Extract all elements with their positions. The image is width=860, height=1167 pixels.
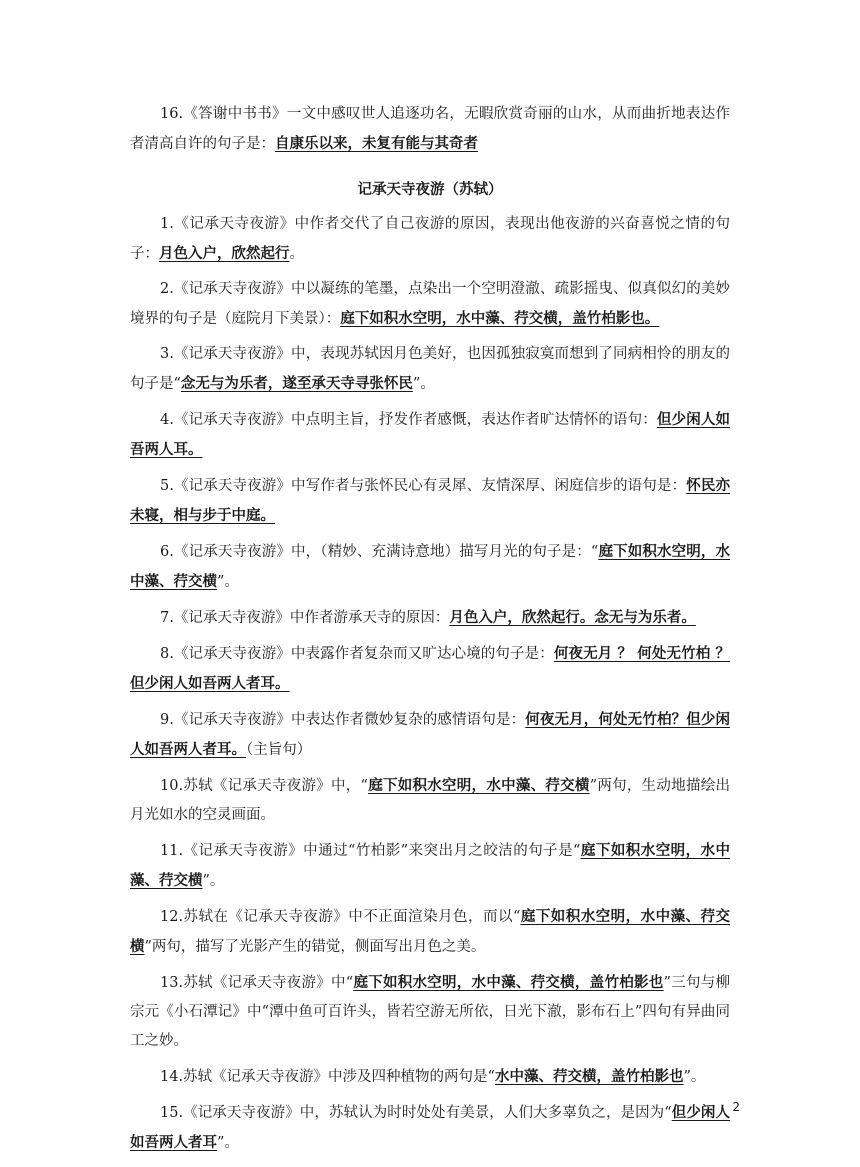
question-text: 6.《记承天寺夜游》中，（精妙、充满诗意地）描写月光的句子是：“	[160, 544, 599, 560]
answer-text: 庭下如积水空明，水中藻、荇交横	[367, 777, 590, 794]
question-suffix: ”两句，生动地描绘出月光如水的空灵画面。	[130, 778, 730, 823]
question-item	[130, 968, 730, 1056]
question-text: 1.《记承天寺夜游》中作者交代了自己夜游的原因，表现出他夜游的兴奋喜悦之情的句子：	[130, 216, 730, 262]
question-item	[130, 537, 730, 597]
question-item	[130, 340, 730, 399]
question-suffix: ”。	[412, 376, 435, 392]
answer-text: 月色入户，欣然起行	[159, 245, 290, 262]
question-text: 14.苏轼《记承天寺夜游》中涉及四种植物的两句是“	[160, 1069, 495, 1085]
question-suffix: 。	[289, 246, 304, 262]
answer-text: 庭下如积水空明，水中藻、荇交横	[130, 908, 730, 955]
answer-text: 但少闲人如吾两人耳。	[130, 411, 730, 458]
question-item	[130, 902, 730, 962]
question-text: 9.《记承天寺夜游》中表达作者微妙复杂的感情语句是：	[160, 712, 526, 728]
question-item	[130, 705, 730, 765]
answer-text: 何夜无月，何处无竹柏？但少闲人如吾两人者耳。	[130, 711, 730, 758]
answer-text: 水中藻、荇交横，盖竹柏影也	[494, 1068, 684, 1085]
section-title: 记承天寺夜游（苏轼）	[357, 181, 503, 198]
question-text: 7.《记承天寺夜游》中作者游承天寺的原因：	[160, 610, 450, 626]
answer-text: 庭下如积水空明，水中藻、荇交横，盖竹柏影也	[353, 974, 664, 991]
answer-text: 庭下如积水空明，水中藻、荇交横	[130, 842, 731, 889]
question-text: 8.《记承天寺夜游》中表露作者复杂而又旷达心境的句子是：	[160, 646, 554, 662]
question-suffix: ”。	[217, 574, 239, 590]
question-text: 5.《记承天寺夜游》中写作者与张怀民心有灵犀、友情深厚、闲庭信步的语句是：	[160, 478, 687, 494]
question-text: 15.《记承天寺夜游》中，苏轼认为时时处处有美景，人们大多辜负之，是因为“	[160, 1105, 672, 1121]
answer-text: 月色入户，欣然起行。念无与为乐者。	[449, 609, 696, 626]
question-list	[130, 210, 730, 1158]
question-item	[130, 1062, 730, 1092]
question-text: 10.苏轼《记承天寺夜游》中，“	[160, 778, 368, 794]
question-suffix: （主旨句）	[246, 742, 312, 758]
question-item	[130, 471, 730, 531]
question-suffix: ”。	[683, 1069, 706, 1085]
answer-text: 庭下如积水空明，水中藻、荇交横，盖竹柏影也。	[340, 310, 660, 327]
answer-text: 但少闲人如吾两人者耳	[130, 1104, 730, 1151]
question-item	[130, 1098, 730, 1158]
question-item	[130, 771, 730, 830]
question-text: 4.《记承天寺夜游》中点明主旨，抒发作者感慨，表达作者旷达情怀的语句：	[160, 412, 657, 428]
question-suffix: ”三句与柳宗元《小石潭记》中“潭中鱼可百许头，皆若空游无所依，日光下澈，影布石上”四句有异曲同工之妙。	[130, 975, 730, 1049]
question-16	[130, 100, 730, 159]
answer-text: 念无与为乐者，遂至承天寺寻张怀民	[180, 375, 413, 392]
question-item	[130, 836, 730, 896]
question-suffix: ”两句，描写了光影产生的错觉，侧面写出月色之美。	[144, 939, 486, 955]
question-item	[130, 603, 730, 633]
question-text: 2.《记承天寺夜游》中以凝练的笔墨，点染出一个空明澄澈、疏影摇曳、似真似幻的美妙境界的句子是（庭院月下美景）：	[130, 281, 730, 327]
question-text: 13.苏轼《记承天寺夜游》中“	[160, 975, 354, 991]
question-item	[130, 639, 730, 699]
answer-text: 庭下如积水空明，水中藻、荇交横	[130, 543, 730, 590]
answer-text: 自康乐以来，未复有能与其奇者	[275, 135, 478, 152]
answer-text: 何夜无月 ？ 何处无竹柏 ？ 但少闲人如吾两人者耳。	[130, 645, 730, 692]
page-number: 2	[732, 1100, 740, 1114]
question-text: 12.苏轼在《记承天寺夜游》中不正面渲染月色，而以“	[160, 909, 521, 925]
question-text: 11.《记承天寺夜游》中通过“竹柏影”来突出月之皎洁的句子是“	[160, 843, 581, 859]
question-item	[130, 405, 730, 465]
question-text: 3.《记承天寺夜游》中，表现苏轼因月色美好，也因孤独寂寞而想到了同病相怜的朋友的句子是“	[130, 346, 730, 392]
answer-text: 怀民亦未寝，相与步于中庭。	[130, 477, 730, 524]
question-suffix: ”。	[217, 1135, 239, 1151]
question-item	[130, 275, 730, 334]
question-text: 16.《答谢中书书》一文中感叹世人追逐功名，无暇欣赏奇丽的山水，从而曲折地表达作者清高自许的句子是：	[130, 106, 730, 152]
question-item	[130, 210, 730, 269]
question-suffix: ”。	[202, 873, 225, 889]
page-content	[130, 100, 730, 1164]
